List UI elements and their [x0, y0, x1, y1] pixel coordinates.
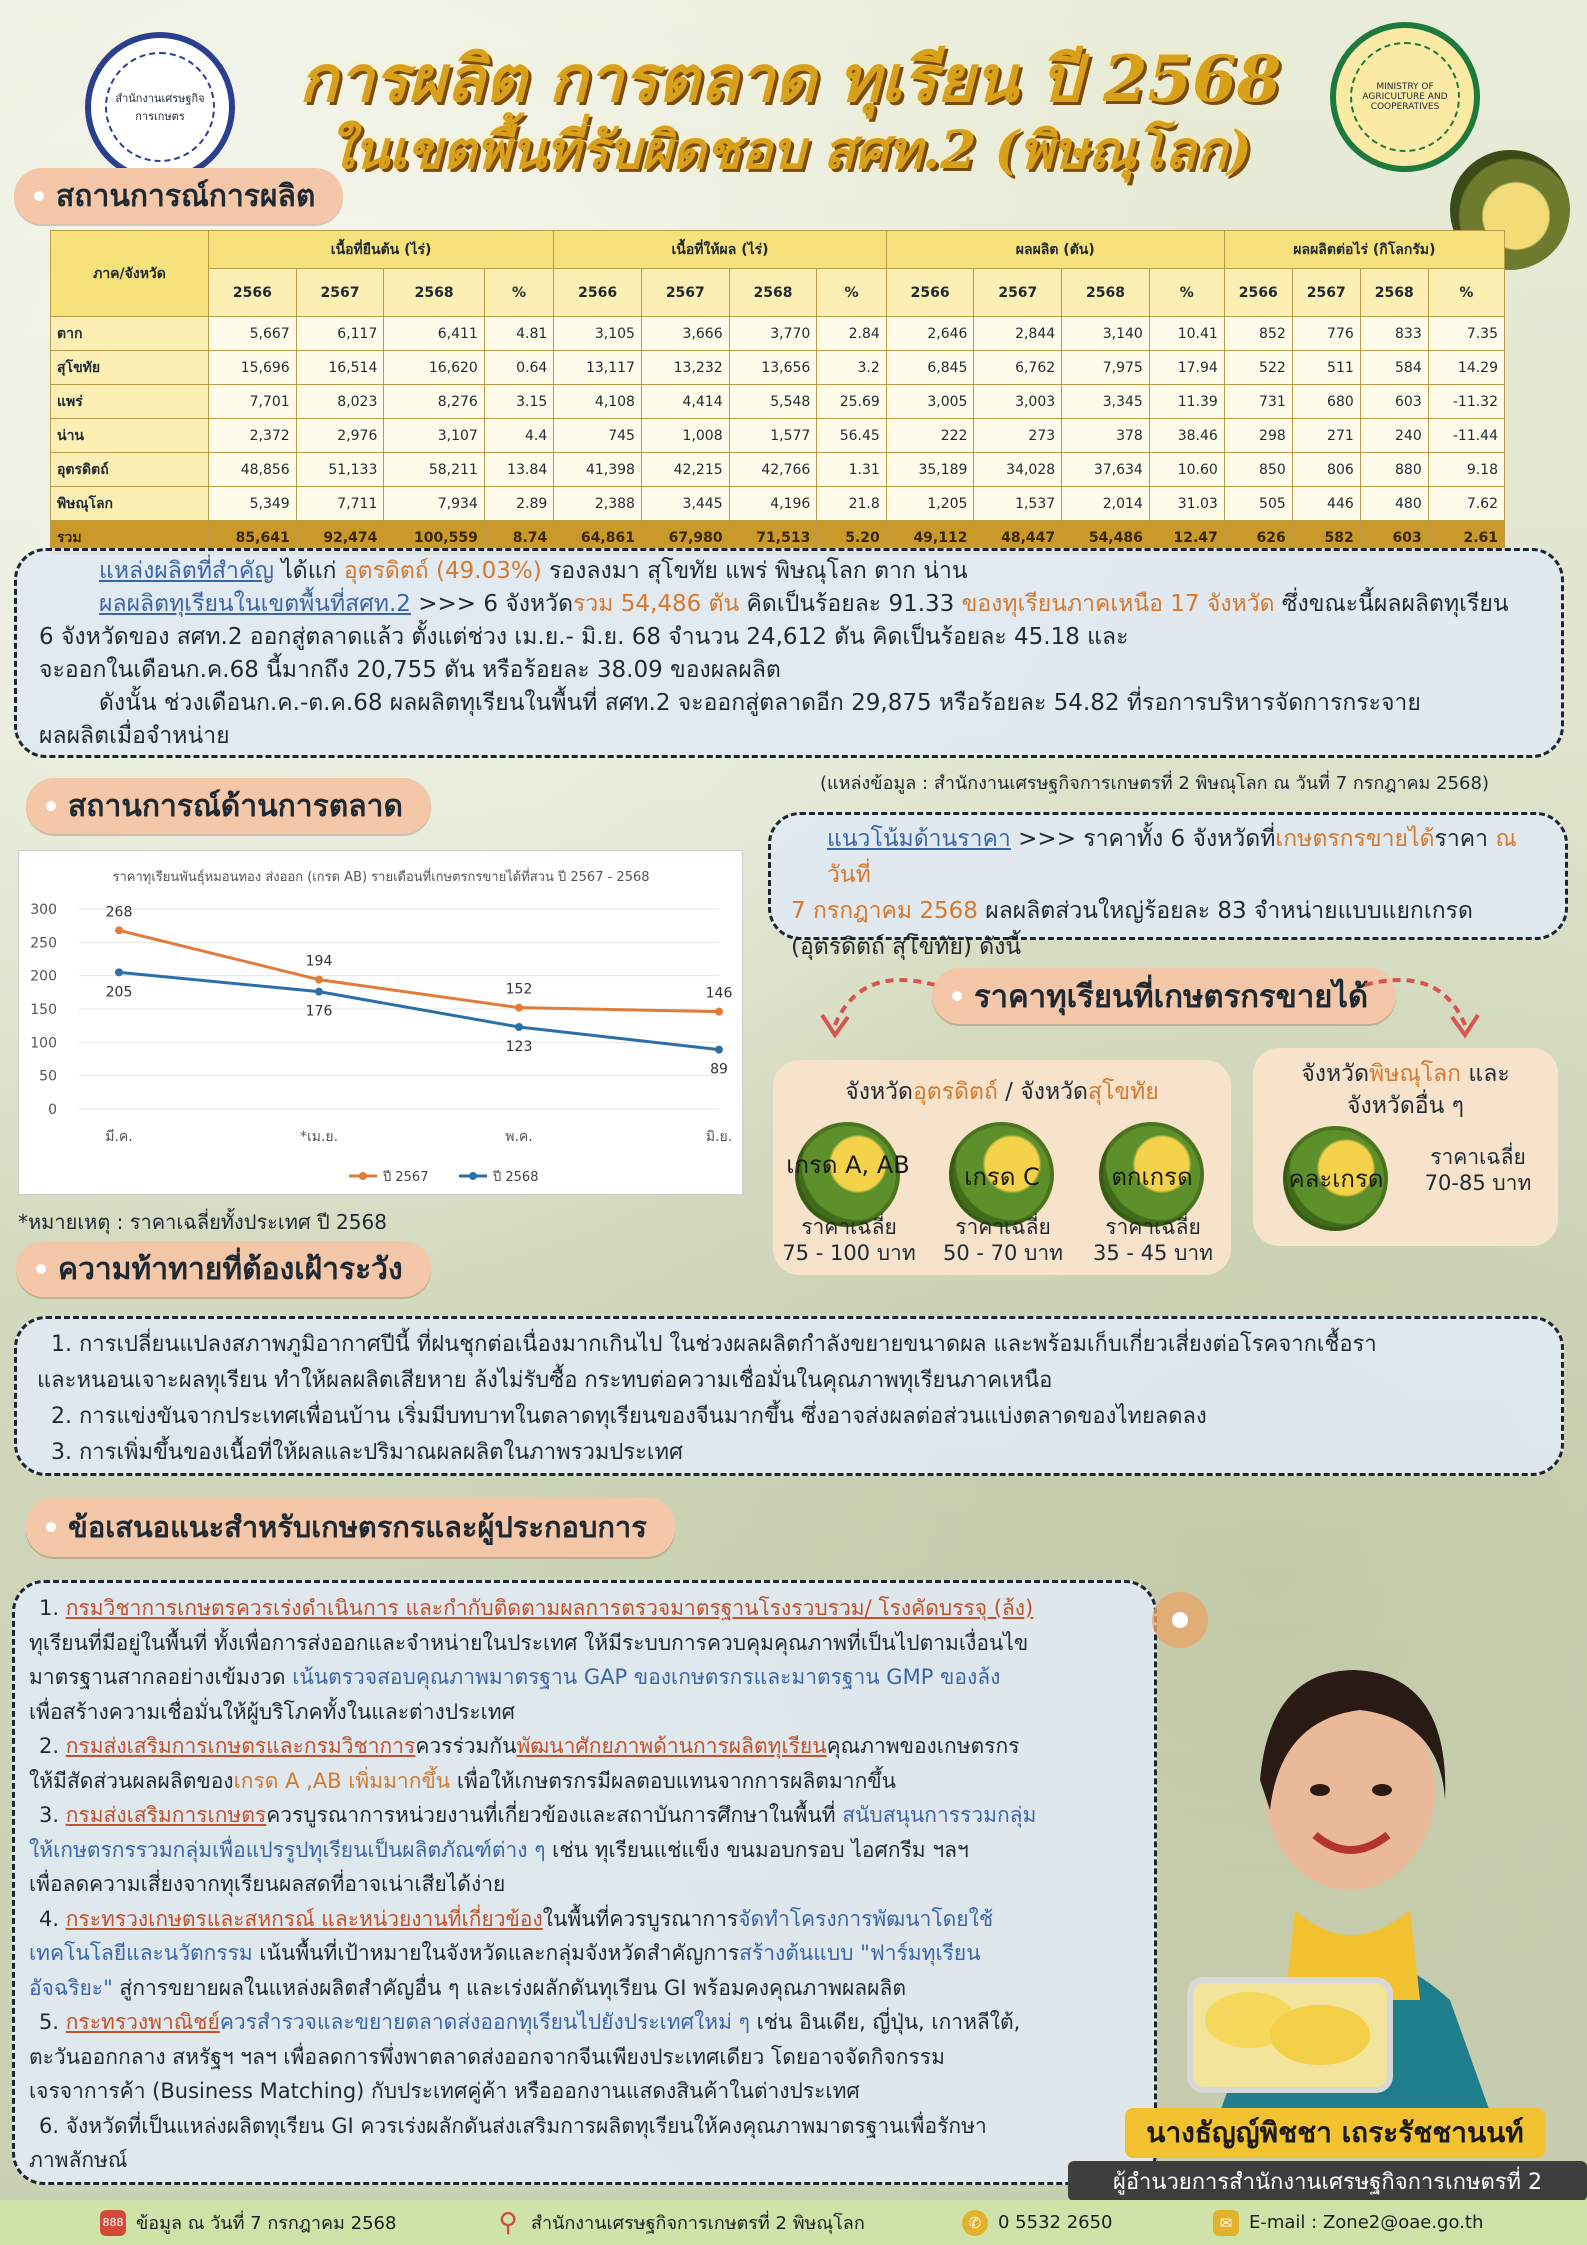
table-row: [51, 385, 1505, 419]
rec-line: ตะวันออกกลาง สหรัฐฯ ฯลฯ เพื่อลดการพึ่งพาตลาดส่งออกจากจีนเพียงประเทศเดียว โดยอาจจัดกิจกรรม: [29, 2044, 945, 2069]
table-cell: 12.47: [1149, 521, 1224, 555]
table-cell: 271: [1292, 419, 1360, 453]
table-cell: 21.8: [817, 487, 886, 521]
footer-email[interactable]: ✉ E-mail : Zone2@oae.go.th: [1213, 2210, 1483, 2236]
table-group-header: เนื้อที่ยืนต้น (ไร่): [209, 231, 554, 269]
table-cell: 1.31: [817, 453, 886, 487]
data-label: 146: [705, 985, 733, 1002]
legend-marker: [469, 1172, 477, 1180]
table-cell: 67,980: [641, 521, 729, 555]
rec-line: เทคโนโลยีและนวัตกรรม เน้นพื้นที่เป้าหมายในจังหวัดและกลุ่มจังหวัดสำคัญการสร้างต้นแบบ "ฟาร์มทุเรียน: [29, 1941, 981, 1965]
table-cell: 603: [1360, 521, 1428, 555]
moac-logo: [1330, 22, 1480, 172]
data-point: [115, 926, 123, 934]
table-cell: 850: [1224, 453, 1292, 487]
data-point: [715, 1046, 723, 1054]
table-cell: 16,514: [296, 351, 384, 385]
table-cell: 25.69: [817, 385, 886, 419]
x-tick-label: มิ.ย.: [705, 1129, 733, 1145]
table-cell: 1,537: [974, 487, 1062, 521]
table-cell: 48,447: [974, 521, 1062, 555]
price-chart-svg: [19, 851, 744, 1196]
table-cell: 54,486: [1062, 521, 1150, 555]
table-cell: 41,398: [554, 453, 642, 487]
summary-line: ดังนั้น ช่วงเดือนก.ค.-ต.ค.68 ผลผลิตทุเรียนในพื้นที่ สศท.2 จะออกสู่ตลาดอีก 29,875 หรือร้อยละ 54.82 ที่รอการบริหารจัดการกระจาย: [99, 690, 1421, 716]
table-row: [51, 453, 1505, 487]
table-subheader: %: [817, 269, 886, 317]
section-marketing: สถานการณ์ด้านการตลาด: [26, 778, 431, 834]
arrow-left-icon: [810, 965, 950, 1045]
table-cell: 2.89: [484, 487, 553, 521]
grade-price: ราคาเฉลี่ย 50 - 70 บาท: [942, 1215, 1063, 1265]
rec-line: 4. กระทรวงเกษตรและสหกรณ์ และหน่วยงานที่เกี่ยวข้องในพื้นที่ควรบูรณาการจัดทำโครงการพัฒนาโดยใช้: [39, 1906, 994, 1931]
price-card-graded: [773, 1060, 1231, 1275]
footer: [0, 2200, 1587, 2245]
summary-line: จะออกในเดือนก.ค.68 นี้มากถึง 20,755 ตัน หรือร้อยละ 38.09 ของผลผลิต: [39, 657, 781, 683]
table-subheader: 2568: [729, 269, 817, 317]
table-cell: 3.15: [484, 385, 553, 419]
footer-date: 888 ข้อมูล ณ วันที่ 7 กรกฎาคม 2568: [100, 2208, 396, 2237]
table-cell: 3,105: [554, 317, 642, 351]
table-cell: 680: [1292, 385, 1360, 419]
province-name: แพร่: [51, 385, 209, 419]
table-cell: 3,445: [641, 487, 729, 521]
table-cell: 3,140: [1062, 317, 1150, 351]
table-cell: 0.64: [484, 351, 553, 385]
legend-marker: [359, 1172, 367, 1180]
table-cell: 7,701: [209, 385, 297, 419]
table-cell: 833: [1360, 317, 1428, 351]
summary-link: แหล่งผลิตที่สำคัญ: [99, 558, 274, 584]
table-cell: 4.4: [484, 419, 553, 453]
table-cell: 1,205: [886, 487, 974, 521]
table-cell: 42,766: [729, 453, 817, 487]
table-cell: 4.81: [484, 317, 553, 351]
grade-label: คละเกรด: [1288, 1165, 1384, 1193]
table-cell: 4,414: [641, 385, 729, 419]
province-name: พิษณุโลก: [51, 487, 209, 521]
y-tick-label: 100: [30, 1035, 57, 1052]
province-name: อุตรดิตถ์: [51, 453, 209, 487]
table-cell: 92,474: [296, 521, 384, 555]
table-group-header: เนื้อที่ให้ผล (ไร่): [554, 231, 887, 269]
grade-price: ราคาเฉลี่ย 70-85 บาท: [1424, 1145, 1532, 1195]
table-subheader: 2566: [209, 269, 297, 317]
table-cell: 4,108: [554, 385, 642, 419]
recommendations-box: [12, 1580, 1157, 2185]
table-cell: 852: [1224, 317, 1292, 351]
province-name: สุโขทัย: [51, 351, 209, 385]
table-cell: 1,577: [729, 419, 817, 453]
table-cell: -11.32: [1428, 385, 1504, 419]
table-cell: 776: [1292, 317, 1360, 351]
table-cell: 3,003: [974, 385, 1062, 419]
table-cell: -11.44: [1428, 419, 1504, 453]
phone-icon: ✆: [962, 2210, 988, 2236]
table-cell: 6,845: [886, 351, 974, 385]
location-pin-icon: ⚲: [498, 2207, 518, 2238]
table-cell: 9.18: [1428, 453, 1504, 487]
y-tick-label: 50: [39, 1068, 57, 1085]
page-title: การผลิต การตลาด ทุเรียน ปี 2568: [298, 42, 1282, 117]
table-cell: 745: [554, 419, 642, 453]
data-label: 194: [305, 953, 333, 970]
table-cell: 2,844: [974, 317, 1062, 351]
table-cell: 3.2: [817, 351, 886, 385]
summary-line: 6 จังหวัดของ สศท.2 ออกสู่ตลาดแล้ว ตั้งแต่ช่วง เม.ย.- มิ.ย. 68 จำนวน 24,612 ตัน คิดเป็นร้อยละ 45.18 และ: [39, 624, 1129, 650]
table-subheader: 2568: [1360, 269, 1428, 317]
table-cell: 582: [1292, 521, 1360, 555]
email-icon: ✉: [1213, 2210, 1239, 2236]
oae-logo-text: สำนักงานเศรษฐกิจการเกษตร: [105, 52, 215, 162]
table-cell: 2,646: [886, 317, 974, 351]
table-cell: 6,762: [974, 351, 1062, 385]
rec-line: 6. จังหวัดที่เป็นแหล่งผลิตทุเรียน GI ควรเร่งผลักดันส่งเสริมการผลิตทุเรียนให้คงคุณภาพมาตรฐานเพื่อรักษา: [39, 2113, 987, 2138]
page-subtitle: ในเขตพื้นที่รับผิดชอบ สศท.2 (พิษณุโลก): [328, 120, 1252, 181]
table-cell: 584: [1360, 351, 1428, 385]
rec-line: มาตรฐานสากลอย่างเข้มงวด เน้นตรวจสอบคุณภาพมาตรฐาน GAP ของเกษตรกรและมาตรฐาน GMP ของล้ง: [29, 1665, 1001, 1689]
challenge-item: 2. การแข่งขันจากประเทศเพื่อนบ้าน เริ่มมีบทบาทในตลาดทุเรียนของจีนมากขึ้น ซึ่งอาจส่งผลต่อส่วนแบ่งตลาดของไทยลดลง: [51, 1404, 1207, 1429]
table-cell: 522: [1224, 351, 1292, 385]
data-label: 152: [505, 981, 533, 998]
table-cell: 7,975: [1062, 351, 1150, 385]
table-cell: 3,770: [729, 317, 817, 351]
table-cell: 5,548: [729, 385, 817, 419]
price-trend-box: [768, 812, 1568, 960]
data-label: 89: [710, 1061, 728, 1078]
table-cell: 3,107: [384, 419, 484, 453]
table-cell: 2,372: [209, 419, 297, 453]
summary-line: แหล่งผลิตที่สำคัญ ได้แก่ อุตรดิตถ์ (49.03%) รองลงมา สุโขทัย แพร่ พิษณุโลก ตาก น่าน: [99, 558, 968, 584]
table-cell: 880: [1360, 453, 1428, 487]
table-cell: 2,014: [1062, 487, 1150, 521]
table-cell: 731: [1224, 385, 1292, 419]
table-row: [51, 317, 1505, 351]
table-cell: 34,028: [974, 453, 1062, 487]
table-cell: 7.62: [1428, 487, 1504, 521]
data-point: [515, 1004, 523, 1012]
table-cell: 17.94: [1149, 351, 1224, 385]
grade-label: ตกเกรด: [1111, 1163, 1193, 1191]
table-cell: 71,513: [729, 521, 817, 555]
grade-label: เกรด A, AB: [786, 1151, 910, 1179]
table-cell: 273: [974, 419, 1062, 453]
rec-line: 2. กรมส่งเสริมการเกษตรและกรมวิชาการควรร่วมกันพัฒนาศักยภาพด้านการผลิตทุเรียนคุณภาพของเกษตรกร: [39, 1734, 1020, 1758]
y-tick-label: 250: [30, 935, 57, 952]
x-tick-label: พ.ค.: [505, 1129, 533, 1145]
y-tick-label: 150: [30, 1002, 57, 1018]
table-cell: 480: [1360, 487, 1428, 521]
table-cell: 2,976: [296, 419, 384, 453]
table-cell: 3,666: [641, 317, 729, 351]
table-cell: 58,211: [384, 453, 484, 487]
grade-price: ราคาเฉลี่ย 35 - 45 บาท: [1092, 1215, 1213, 1265]
rec-line: 1. กรมวิชาการเกษตรควรเร่งดำเนินการ และกำกับติดตามผลการตรวจมาตรฐานโรงรวบรวม/ โรงคัดบรรจุ (ล้ง): [39, 1596, 1034, 1620]
table-cell: 56.45: [817, 419, 886, 453]
data-point: [115, 968, 123, 976]
table-cell: 6,117: [296, 317, 384, 351]
table-subheader: 2567: [296, 269, 384, 317]
table-subheader: 2567: [1292, 269, 1360, 317]
table-subheader: 2568: [384, 269, 484, 317]
table-cell: 14.29: [1428, 351, 1504, 385]
table-group-header: ผลผลิต (ตัน): [886, 231, 1224, 269]
table-cell: 5,349: [209, 487, 297, 521]
grade-label: เกรด C: [964, 1163, 1040, 1191]
table-cell: 7,934: [384, 487, 484, 521]
table-cell: 2,388: [554, 487, 642, 521]
challenge-item: และหนอนเจาะผลทุเรียน ทำให้ผลผลิตเสียหาย ล้งไม่รับซื้อ กระทบต่อความเชื่อมั่นในคุณภาพทุเรียนภาคเหนือ: [37, 1368, 1053, 1393]
table-subheader: 2566: [554, 269, 642, 317]
table-cell: 100,559: [384, 521, 484, 555]
table-cell: 4,196: [729, 487, 817, 521]
rec-line: เจรจาการค้า (Business Matching) กับประเทศคู่ค้า หรือออกงานแสดงสินค้าในต่างประเทศ: [29, 2079, 860, 2103]
table-cell: 38.46: [1149, 419, 1224, 453]
rec-line: อัจฉริยะ" สู่การขยายผลในแหล่งผลิตสำคัญอื่น ๆ และเร่งผลักดันทุเรียน GI พร้อมคงคุณภาพผลผลิต: [29, 1975, 906, 2000]
table-cell: 3,345: [1062, 385, 1150, 419]
table-cell: 5.20: [817, 521, 886, 555]
table-row: [51, 487, 1505, 521]
data-point: [715, 1008, 723, 1016]
y-tick-label: 200: [30, 968, 57, 985]
table-cell: 7,711: [296, 487, 384, 521]
table-cell: 64,861: [554, 521, 642, 555]
table-cell: 51,133: [296, 453, 384, 487]
table-cell: 11.39: [1149, 385, 1224, 419]
arrow-right-icon: [1350, 965, 1490, 1045]
table-cell: 6,411: [384, 317, 484, 351]
table-subheader-row: [51, 269, 1505, 317]
table-cell: 806: [1292, 453, 1360, 487]
table-row: [51, 351, 1505, 385]
legend-label: ปี 2568: [493, 1170, 539, 1185]
table-cell: 15,696: [209, 351, 297, 385]
table-cell: 16,620: [384, 351, 484, 385]
table-cell: 298: [1224, 419, 1292, 453]
director-role: ผู้อำนวยการสำนักงานเศรษฐกิจการเกษตรที่ 2: [1068, 2161, 1587, 2201]
province-name: ตาก: [51, 317, 209, 351]
footer-office: ⚲ สำนักงานเศรษฐกิจการเกษตรที่ 2 พิษณุโลก: [495, 2208, 865, 2237]
rec-line: เพื่อลดความเสี่ยงจากทุเรียนผลสดที่อาจเน่าเสียได้ง่าย: [29, 1872, 506, 1896]
footer-phone: ✆ 0 5532 2650: [962, 2210, 1113, 2236]
section-challenges: ความท้าทายที่ต้องเฝ้าระวัง: [16, 1241, 431, 1297]
table-cell: 378: [1062, 419, 1150, 453]
table-subheader: %: [1428, 269, 1504, 317]
rec-line: ทุเรียนที่มีอยู่ในพื้นที่ ทั้งเพื่อการส่งออกและจำหน่ายในประเทศ ให้มีระบบการควบคุมคุณภาพที่เป็นไปตามเงื่อนไข: [29, 1630, 1029, 1655]
challenge-item: 1. การเปลี่ยนแปลงสภาพภูมิอากาศปีนี้ ที่ฝนชุกต่อเนื่องมากเกินไป ในช่วงผลผลิตกำลังขยายขนาดผล และพร้อมเก็บเกี่ยวเสี่ยงต่อโรคจากเชื้อรา: [51, 1332, 1377, 1357]
table-cell: 49,112: [886, 521, 974, 555]
production-summary-box: [14, 548, 1564, 758]
table-cell: 35,189: [886, 453, 974, 487]
table-cell: 5,667: [209, 317, 297, 351]
rec-line: ให้เกษตรกรรวมกลุ่มเพื่อแปรรูปทุเรียนเป็นผลิตภัณฑ์ต่าง ๆ เช่น ทุเรียนแช่แข็ง ขนมอบกรอบ ไอศกรีม ฯลฯ: [29, 1837, 969, 1862]
table-cell: 8,276: [384, 385, 484, 419]
x-tick-label: *เม.ย.: [299, 1129, 339, 1145]
province-name: น่าน: [51, 419, 209, 453]
table-cell: 2.84: [817, 317, 886, 351]
moac-logo-text: MINISTRY OF AGRICULTURE AND COOPERATIVES: [1350, 42, 1460, 152]
table-cell: 505: [1224, 487, 1292, 521]
table-cell: 37,634: [1062, 453, 1150, 487]
data-point: [315, 976, 323, 984]
rec-line: ให้มีสัดส่วนผลผลิตของเกรด A ,AB เพิ่มมากขึ้น เพื่อให้เกษตรกรมีผลตอบแทนจากการผลิตมากขึ้น: [29, 1768, 897, 1793]
table-cell: 10.60: [1149, 453, 1224, 487]
source-note: (แหล่งข้อมูล : สำนักงานเศรษฐกิจการเกษตรที่ 2 พิษณุโลก ณ วันที่ 7 กรกฎาคม 2568): [820, 773, 1489, 794]
table-subheader: 2566: [886, 269, 974, 317]
table-group-header: ผลผลิตต่อไร่ (กิโลกรัม): [1224, 231, 1504, 269]
table-cell: 8.74: [484, 521, 553, 555]
trend-link: แนวโน้มด้านราคา: [827, 826, 1011, 852]
price-chart: [18, 850, 743, 1195]
section-recommendations: ข้อเสนอแนะสำหรับเกษตรกรและผู้ประกอบการ: [26, 1497, 675, 1557]
data-label: 205: [105, 984, 133, 1001]
price-card-title: จังหวัดพิษณุโลก และ จังหวัดอื่น ๆ: [1301, 1061, 1510, 1119]
data-label: 176: [305, 1003, 333, 1020]
rec-line: เพื่อสร้างความเชื่อมั่นให้ผู้บริโภคทั้งในและต่างประเทศ: [29, 1699, 515, 1724]
table-cell: 48,856: [209, 453, 297, 487]
oae-logo: [85, 32, 235, 182]
table-subheader: 2567: [974, 269, 1062, 317]
rec-line: ภาพลักษณ์: [29, 2148, 128, 2172]
table-row: [51, 419, 1505, 453]
table-cell: 240: [1360, 419, 1428, 453]
data-label: 268: [105, 904, 133, 921]
section-farm-price: ราคาทุเรียนที่เกษตรกรขายได้: [932, 968, 1396, 1024]
table-body: [51, 317, 1505, 555]
price-card-title: จังหวัดอุตรดิตถ์ / จังหวัดสุโขทัย: [845, 1079, 1159, 1105]
table-subheader: %: [1149, 269, 1224, 317]
price-card-mixed: [1253, 1048, 1558, 1246]
x-tick-label: มี.ค.: [105, 1129, 133, 1145]
table-subheader: 2567: [641, 269, 729, 317]
province-name: รวม: [51, 521, 209, 555]
legend-label: ปี 2567: [383, 1170, 429, 1185]
chart-title: ราคาทุเรียนพันธุ์หมอนทอง ส่งออก (เกรด AB) รายเดือนที่เกษตรกรขายได้ที่สวน ปี 2567 - 2568: [112, 870, 650, 885]
table-cell: 85,641: [209, 521, 297, 555]
director-portrait: [1120, 1580, 1575, 2140]
table-header-region: ภาค/จังหวัด: [51, 231, 209, 317]
table-cell: 603: [1360, 385, 1428, 419]
summary-link: ผลผลิตทุเรียนในเขตพื้นที่สศท.2: [99, 591, 411, 617]
table-cell: 2.61: [1428, 521, 1504, 555]
rec-line: 5. กระทรวงพาณิชย์ควรสำรวจและขยายตลาดส่งออกทุเรียนไปยังประเทศใหม่ ๆ เช่น อินเดีย, ญี่ปุ่น, เกาหลีใต้,: [39, 2010, 1021, 2034]
table-cell: 626: [1224, 521, 1292, 555]
challenge-item: 3. การเพิ่มขึ้นของเนื้อที่ให้ผลและปริมาณผลผลิตในภาพรวมประเทศ: [51, 1440, 683, 1465]
table-cell: 13,232: [641, 351, 729, 385]
y-tick-label: 300: [30, 902, 57, 918]
table-cell: 7.35: [1428, 317, 1504, 351]
table-cell: 8,023: [296, 385, 384, 419]
section-production: สถานการณ์การผลิต: [14, 168, 343, 224]
summary-line: ผลผลิตทุเรียนในเขตพื้นที่สศท.2 >>> 6 จังหวัดรวม 54,486 ตัน คิดเป็นร้อยละ 91.33 ของทุเรียนภาคเหนือ 17 จังหวัด ซึ่งขณะนี้ผลผลิตทุเรียน: [99, 591, 1509, 617]
table-cell: 3,005: [886, 385, 974, 419]
chart-note: *หมายเหตุ : ราคาเฉลี่ยทั้งประเทศ ปี 2568: [18, 1210, 387, 1234]
table-cell: 222: [886, 419, 974, 453]
table-subheader: 2566: [1224, 269, 1292, 317]
table-cell: 31.03: [1149, 487, 1224, 521]
table-cell: 511: [1292, 351, 1360, 385]
table-subheader: %: [484, 269, 553, 317]
table-cell: 10.41: [1149, 317, 1224, 351]
table-subheader: 2568: [1062, 269, 1150, 317]
summary-line: ผลผลิตเมื่อจำหน่าย: [39, 723, 230, 749]
y-tick-label: 0: [48, 1102, 57, 1118]
trend-line: แนวโน้มด้านราคา >>> ราคาทั้ง 6 จังหวัดที่เกษตรกรขายได้ราคา ณ วันที่: [827, 826, 1517, 888]
data-point: [515, 1023, 523, 1031]
table-cell: 42,215: [641, 453, 729, 487]
grade-price: ราคาเฉลี่ย 75 - 100 บาท: [782, 1215, 916, 1265]
director-name: นางธัญญ์พิชชา เถระรัชชานนท์: [1125, 2108, 1545, 2158]
table-cell: 446: [1292, 487, 1360, 521]
data-label: 123: [505, 1039, 533, 1055]
table-cell: 1,008: [641, 419, 729, 453]
table-cell: 13,117: [554, 351, 642, 385]
rec-line: 3. กรมส่งเสริมการเกษตรควรบูรณาการหน่วยงานที่เกี่ยวข้องและสถาบันการศึกษาในพื้นที่ สนับสนุนการรวมกลุ่ม: [39, 1803, 1037, 1827]
trend-line: 7 กรกฎาคม 2568 ผลผลิตส่วนใหญ่ร้อยละ 83 จำหน่ายแบบแยกเกรด: [791, 898, 1473, 924]
production-table: [50, 230, 1505, 555]
table-cell: 13.84: [484, 453, 553, 487]
trend-line: (อุตรดิตถ์ สุโขทัย) ดังนี้: [791, 934, 1022, 960]
table-cell: 13,656: [729, 351, 817, 385]
calendar-icon: 888: [100, 2210, 126, 2236]
data-point: [315, 988, 323, 996]
challenges-box: [14, 1316, 1564, 1476]
